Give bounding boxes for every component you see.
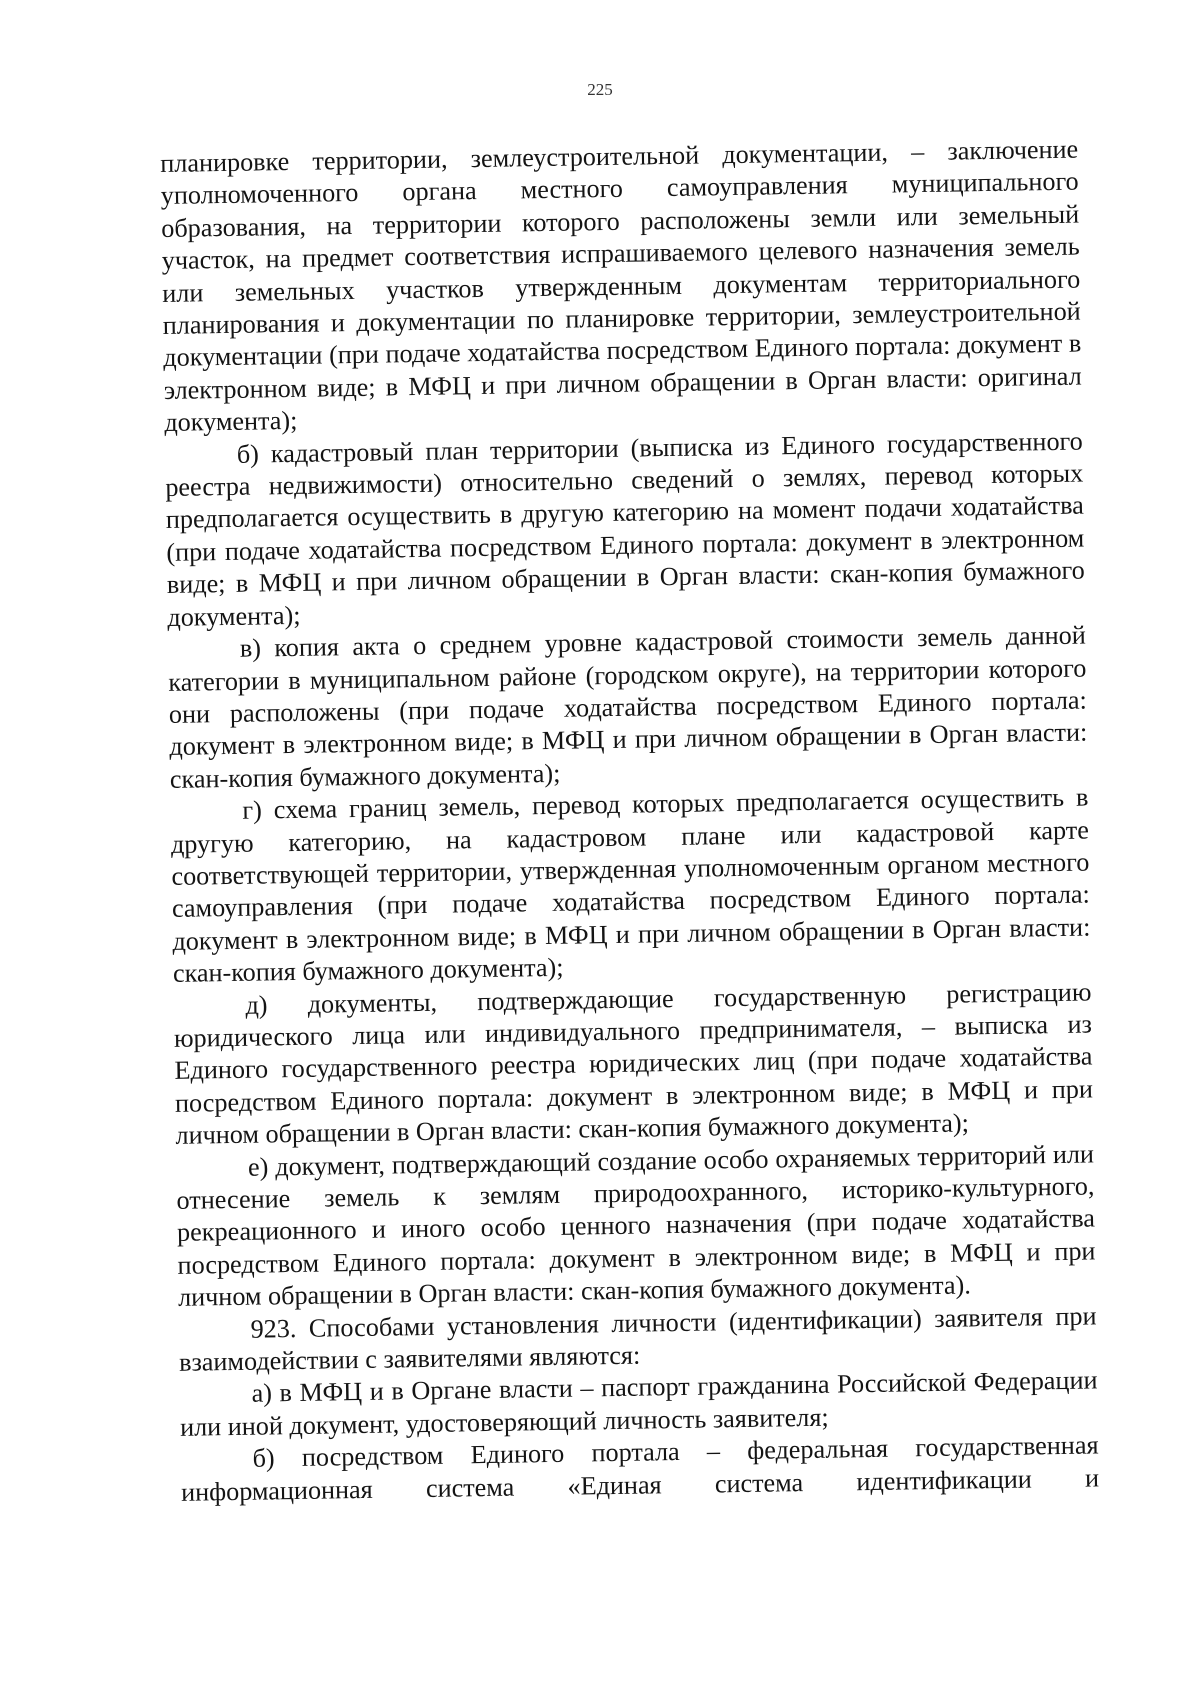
paragraph-continuation: планировке территории, землеустроительной документации, – заключение уполномоченного органа местного самоуправления муниципального образования, на территории которого расположены земли или земельный участок, на предмет соответствия испрашиваемого целевого назначения земель или земельных участков утвержденным документам территориального планирования и документации по планировке территории, землеустроительной документации (при подаче ходатайства посредством Единого портала: документ в электронном виде; в МФЦ и при личном обращении в Орган власти: оригинал документа);: [160, 134, 1082, 438]
paragraph-item-v: в) копия акта о среднем уровне кадастровой стоимости земель данной категории в муниципальном районе (городском округе), на территории которого они расположены (при подаче ходатайства посредством Единого портала: документ в электронном виде; в МФЦ и при личном обращении в Орган власти: скан-копия бумажного документа);: [168, 620, 1088, 794]
paragraph-item-a: а) в МФЦ и в Органе власти – паспорт гражданина Российской Федерации или иной документ, удостоверяющий личность заявителя;: [179, 1365, 1098, 1442]
document-body: [160, 134, 1099, 1509]
page-number: 225: [587, 80, 613, 99]
paragraph-item-e: е) документ, подтверждающий создание особо охраняемых территорий или отнесение земель к землям природоохранного, историко-культурного, рекреационного и иного особо ценного назначения (при подаче ходатайства посредством Единого портала: документ в электронном виде; в МФЦ и при личном обращении в Орган власти: скан-копия бумажного документа).: [176, 1139, 1096, 1313]
paragraph-item-g: г) схема границ земель, перевод которых предполагается осуществить в другую категорию, на кадастровом плане или кадастровой карте соответствующей территории, утвержденная уполномоченным органом местного самоуправления (при подаче ходатайства посредством Единого портала: документ в электронном виде; в МФЦ и при личном обращении в Орган власти: скан-копия бумажного документа);: [170, 782, 1091, 989]
paragraph-item-b: б) кадастровый план территории (выписка из Единого государственного реестра недвижимости) относительно сведений о землях, перевод которых предполагается осуществить в другую категорию на момент подачи ходатайства (при подаче ходатайства посредством Единого портала: документ в электронном виде; в МФЦ и при личном обращении в Орган власти: скан-копия бумажного документа);: [165, 426, 1085, 632]
paragraph-item-d: д) документы, подтверждающие государственную регистрацию юридического лица или индивидуального предпринимателя, – выписка из Единого государственного реестра юридических лиц (при подаче ходатайства посредством Единого портала: документ в электронном виде; в МФЦ и при личном обращении в Орган власти: скан-копия бумажного документа);: [173, 977, 1094, 1151]
paragraph-item-b-identification: б) посредством Единого портала – федеральная государственная информационная система «Единая система идентификации и: [180, 1430, 1100, 1507]
paragraph-923: 923. Способами установления личности (идентификации) заявителя при взаимодействии с заявителями являются:: [178, 1301, 1097, 1377]
